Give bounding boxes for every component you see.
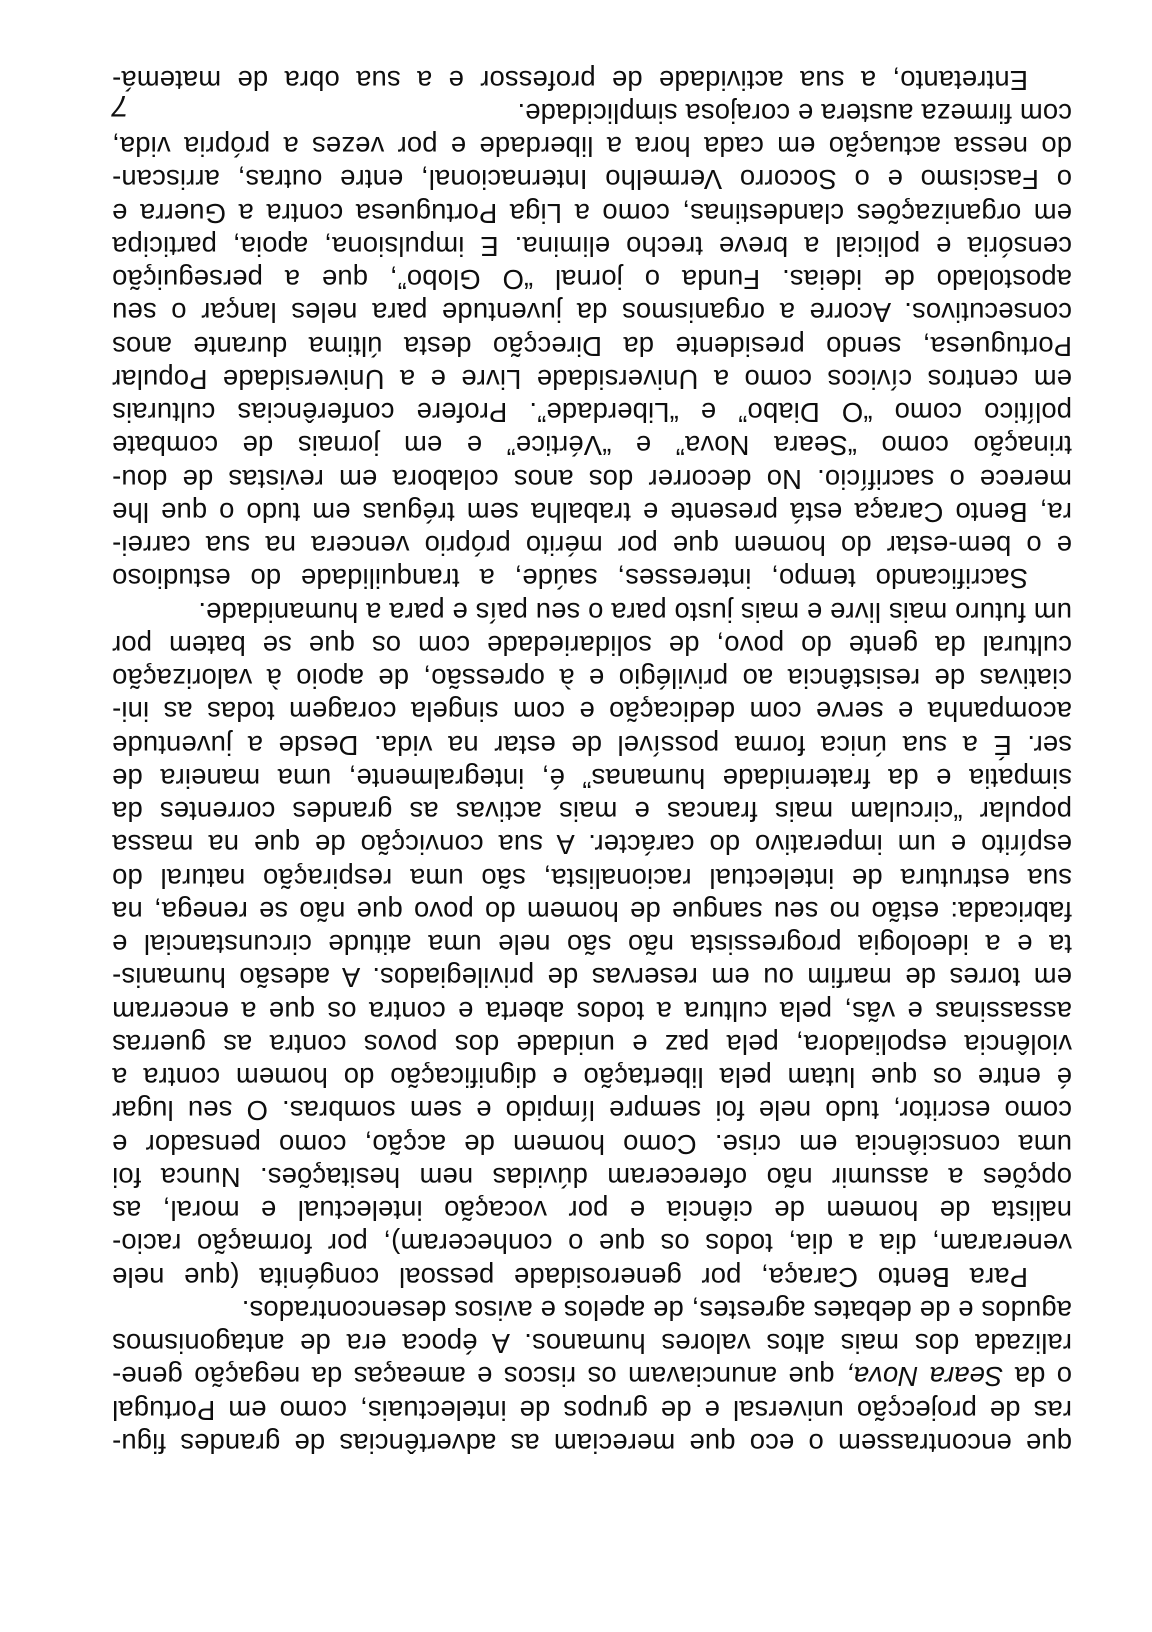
text-line: opções a assumir não ofereceram dúvidas nem hesitações. Nunca foi: [112, 1162, 1072, 1193]
text-line: que encontrassem o eco que mereciam as advertências de grandes figu-: [112, 1428, 1072, 1459]
text-line: um futuro mais livre e mais justo para o seu país e para a humanidade.: [198, 596, 1072, 628]
text-line: o da Seara Nova, que anunciavam os riscos e ameaças da negação gene-: [112, 1361, 1072, 1393]
text-line: merece o sacrifício. No decorrer dos anos colabora em revistas de dou-: [112, 463, 1072, 495]
text-line: Sacrificando tempo, interesses, saúde, a tranquilidade do estudioso: [112, 563, 1028, 595]
text-line: como escritor, tudo nele foi sempre límpido e sem sombras. O seu lugar: [112, 1095, 1072, 1127]
text-line: censória e policial a breve trecho elimina. E impulsiona, apoia, participa: [112, 231, 1072, 262]
text-line: com firmeza austera e corajosa simplicidade.: [517, 98, 1072, 129]
text-line: simpatia e da fraternidade humanas” é, integralmente, uma maneira de: [112, 763, 1072, 794]
text-line: trinação como “Seara Nova” e “Vértice” e em jornais de combate: [112, 430, 1072, 462]
text-line: Para Bento Caraça, por generosidade pessoal congénita (que nele: [112, 1261, 1028, 1293]
text-line: ra, Bento Caraça está presente e trabalha sem tréguas em tudo o que lhe: [112, 497, 1072, 528]
text-line: o Fascismo e o Socorro Vermelho Internacional, entre outras, arriscan-: [112, 164, 1072, 196]
text-line: uma consciência em crise. Como homem de acção, como pensador e: [112, 1128, 1072, 1160]
text-line: em organizações clandestinas, como a Liga Portuguesa contra a Guerra e: [112, 197, 1072, 229]
page-number: 7: [112, 89, 129, 122]
text-line: cultural da gente do povo, de solidariedade com os que se batem por: [112, 630, 1072, 661]
text-line: consecutivos. Acorre a organismos da juventude para neles lançar o seu: [112, 297, 1072, 329]
text-line: ras de projecção universal e de grupos de intelectuais, como em Portugal: [112, 1394, 1072, 1426]
text-line: ciativas de resistência ao privilégio e à opressão, de apoio à valorização: [112, 663, 1072, 695]
text-line: é entre os que lutam pela libertação e dignificação do homem contra a: [112, 1062, 1072, 1094]
text-line: agudos e de debates agrestes, de apelos e avisos desencontrados.: [241, 1295, 1072, 1326]
text-line: veneraram, dia a dia, todos os que o conheceram), por formação racio-: [112, 1228, 1072, 1260]
text-line: Portuguesa, sendo presidente da Direcção desta última durante anos: [112, 330, 1072, 362]
text-line: espírito e um imperativo do carácter. A sua convicção de que na massa: [112, 829, 1072, 861]
text-line: sua estrutura de intelectual racionalista, são uma respiração natural do: [112, 862, 1072, 894]
text-line: do nessa actuação em cada hora a liberdade e por vezes a própria vida,: [112, 131, 1072, 163]
text-line: e o bem-estar do homem que por mérito próprio vencera na sua carrei-: [112, 530, 1072, 562]
text-line: violência espoliadora, pela paz e unidade dos povos contra as guerras: [112, 1029, 1072, 1060]
text-line: Entretanto, a sua actividade de professor e a sua obra de matemá-: [112, 64, 1028, 96]
text-line: assassinas e vãs, pela cultura a todos aberta e contra os que a encerram: [112, 995, 1072, 1027]
text-line: ralizada dos mais altos valores humanos. A época era de antagonismos: [112, 1328, 1072, 1360]
text-line: em centros cívicos como a Universidade Livre e a Universidade Popular: [112, 364, 1072, 395]
text-line: político como “O Diabo” e “Liberdade”. Profere conferências culturais: [112, 397, 1072, 429]
body-text: [112, 64, 1072, 1461]
text-line: ser. É a sua única forma possível de estar na vida. Desde a juventude: [112, 729, 1072, 761]
text-line: fabricada: estão no seu sangue de homem do povo que não se renega, na: [112, 896, 1072, 927]
text-line: apostolado de ideias. Funda o jornal “O Globo”, que a perseguição: [112, 264, 1072, 296]
text-line: ta e a ideologia progressista não são nele uma atitude circunstancial e: [112, 929, 1072, 961]
text-line: em torres de marfim ou em reservas de privilegiados. A adesão humanis-: [112, 962, 1072, 994]
text-line: popular “circulam mais francas e mais activas as grandes correntes da: [112, 796, 1072, 828]
text-line: nalista de homem de ciência e por vocação intelectual e moral, as: [112, 1195, 1072, 1227]
text-line: acompanha e serve com dedicação e com singela coragem todas as ini-: [112, 696, 1072, 728]
